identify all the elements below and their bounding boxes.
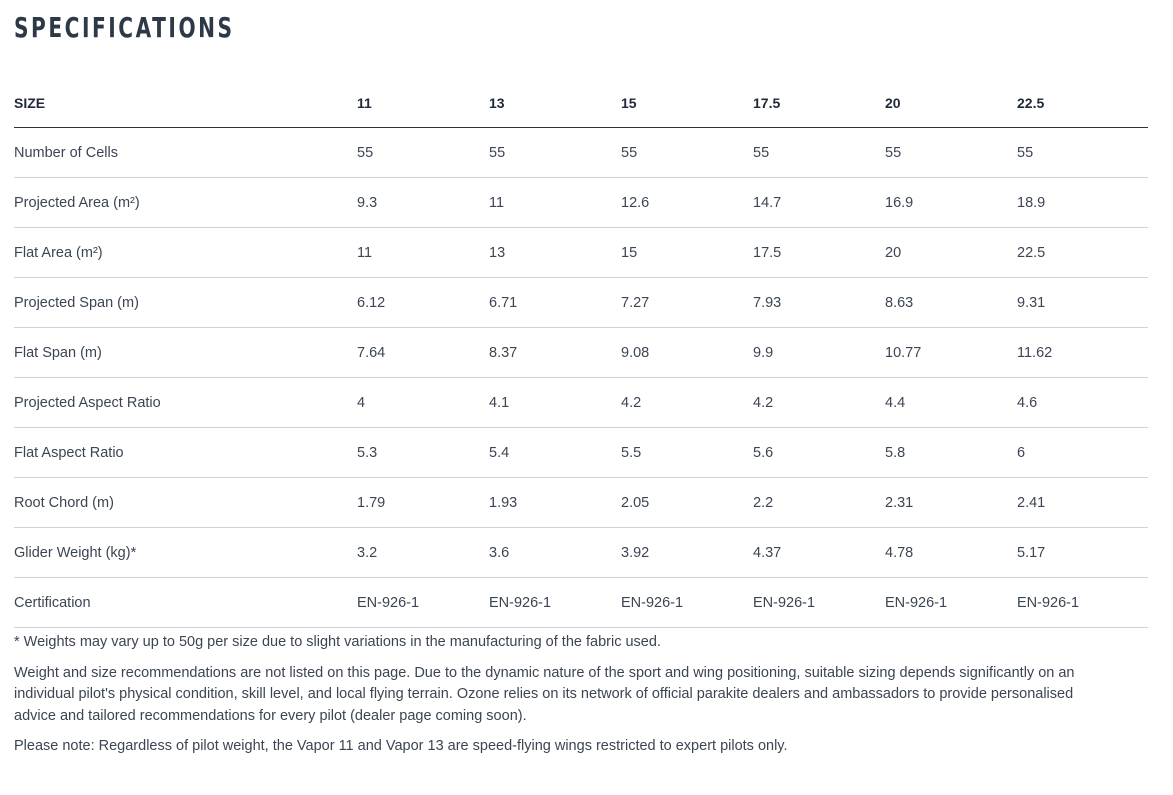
- table-cell: 8.63: [885, 278, 1017, 328]
- expert-note: Please note: Regardless of pilot weight, the Vapor 11 and Vapor 13 are speed-flying wings restricted to expert pilots only.: [14, 738, 788, 754]
- table-cell: 55: [621, 128, 753, 178]
- table-cell: 55: [1017, 128, 1148, 178]
- table-row: [14, 478, 1148, 528]
- row-label: Certification: [14, 578, 357, 628]
- table-cell: 1.93: [489, 478, 621, 528]
- table-cell: 55: [753, 128, 885, 178]
- table-cell: 8.37: [489, 328, 621, 378]
- row-label: Flat Span (m): [14, 328, 357, 378]
- header-cell-17-5: 17.5: [753, 78, 885, 128]
- table-cell: 4.4: [885, 378, 1017, 428]
- table-cell: 3.6: [489, 528, 621, 578]
- table-cell: 4.2: [621, 378, 753, 428]
- table-cell: 6.12: [357, 278, 489, 328]
- table-cell: 7.64: [357, 328, 489, 378]
- table-cell: 6.71: [489, 278, 621, 328]
- table-cell: 2.05: [621, 478, 753, 528]
- table-cell: 3.92: [621, 528, 753, 578]
- table-cell: 12.6: [621, 178, 753, 228]
- table-cell: 9.31: [1017, 278, 1148, 328]
- table-cell: 4.78: [885, 528, 1017, 578]
- table-cell: 11.62: [1017, 328, 1148, 378]
- table-row: [14, 578, 1148, 628]
- table-row: [14, 428, 1148, 478]
- table-cell: 7.27: [621, 278, 753, 328]
- table-cell: 9.9: [753, 328, 885, 378]
- notes-section: [14, 632, 1114, 767]
- table-row: [14, 528, 1148, 578]
- table-row: [14, 278, 1148, 328]
- row-label: Flat Aspect Ratio: [14, 428, 357, 478]
- table-cell: 16.9: [885, 178, 1017, 228]
- table-cell: 5.4: [489, 428, 621, 478]
- table-cell: 55: [885, 128, 1017, 178]
- table-cell: 7.93: [753, 278, 885, 328]
- row-label: Glider Weight (kg)*: [14, 528, 357, 578]
- table-cell: 11: [489, 178, 621, 228]
- table-cell: 4.2: [753, 378, 885, 428]
- header-cell-11: 11: [357, 78, 489, 128]
- row-label: Projected Span (m): [14, 278, 357, 328]
- row-label: Projected Area (m²): [14, 178, 357, 228]
- table-cell: 13: [489, 228, 621, 278]
- table-cell: 1.79: [357, 478, 489, 528]
- table-cell: EN-926-1: [489, 578, 621, 628]
- table-body: [14, 128, 1148, 628]
- table-header: [14, 78, 1148, 128]
- table-cell: 9.08: [621, 328, 753, 378]
- row-label: Flat Area (m²): [14, 228, 357, 278]
- header-cell-22-5: 22.5: [1017, 78, 1148, 128]
- table-cell: 4.37: [753, 528, 885, 578]
- table-cell: 2.31: [885, 478, 1017, 528]
- table-cell: 5.5: [621, 428, 753, 478]
- table-row: [14, 178, 1148, 228]
- table-cell: 22.5: [1017, 228, 1148, 278]
- table-cell: 11: [357, 228, 489, 278]
- header-cell-size: SIZE: [14, 78, 357, 128]
- weight-footnote: * Weights may vary up to 50g per size due to slight variations in the manufacturing of the fabric used.: [14, 634, 661, 650]
- table-cell: 10.77: [885, 328, 1017, 378]
- table-cell: EN-926-1: [357, 578, 489, 628]
- table-cell: 4.6: [1017, 378, 1148, 428]
- table-cell: 15: [621, 228, 753, 278]
- section-title: SPECIFICATIONS: [14, 11, 235, 44]
- table-cell: 18.9: [1017, 178, 1148, 228]
- specifications-section: [14, 0, 1148, 754]
- table-cell: 5.17: [1017, 528, 1148, 578]
- table-cell: 4: [357, 378, 489, 428]
- table-cell: 55: [357, 128, 489, 178]
- table-cell: 5.6: [753, 428, 885, 478]
- specifications-table: [14, 78, 1148, 628]
- table-cell: EN-926-1: [753, 578, 885, 628]
- table-row: [14, 128, 1148, 178]
- table-cell: 5.3: [357, 428, 489, 478]
- table-cell: 4.1: [489, 378, 621, 428]
- table-cell: 2.2: [753, 478, 885, 528]
- header-cell-20: 20: [885, 78, 1017, 128]
- table-row: [14, 228, 1148, 278]
- table-cell: EN-926-1: [1017, 578, 1148, 628]
- table-cell: 14.7: [753, 178, 885, 228]
- table-cell: 20: [885, 228, 1017, 278]
- table-cell: 2.41: [1017, 478, 1148, 528]
- table-cell: EN-926-1: [621, 578, 753, 628]
- header-cell-15: 15: [621, 78, 753, 128]
- table-cell: 5.8: [885, 428, 1017, 478]
- row-label: Number of Cells: [14, 128, 357, 178]
- header-row: [14, 78, 1148, 128]
- header-cell-13: 13: [489, 78, 621, 128]
- row-label: Root Chord (m): [14, 478, 357, 528]
- table-cell: EN-926-1: [885, 578, 1017, 628]
- table-cell: 6: [1017, 428, 1148, 478]
- table-row: [14, 328, 1148, 378]
- sizing-note: Weight and size recommendations are not listed on this page. Due to the dynamic nature of the sport and wing positioning, suitable sizing depends significantly on an individual pilot's physical condition, skill level, and local flying terrain. Ozone relies on its network of official parakite dealers and ambassadors to provide personalised advice and tailored recommendations for every pilot (dealer page coming soon).: [14, 664, 1075, 724]
- row-label: Projected Aspect Ratio: [14, 378, 357, 428]
- table-cell: 17.5: [753, 228, 885, 278]
- table-cell: 9.3: [357, 178, 489, 228]
- table-cell: 3.2: [357, 528, 489, 578]
- table-cell: 55: [489, 128, 621, 178]
- table-row: [14, 378, 1148, 428]
